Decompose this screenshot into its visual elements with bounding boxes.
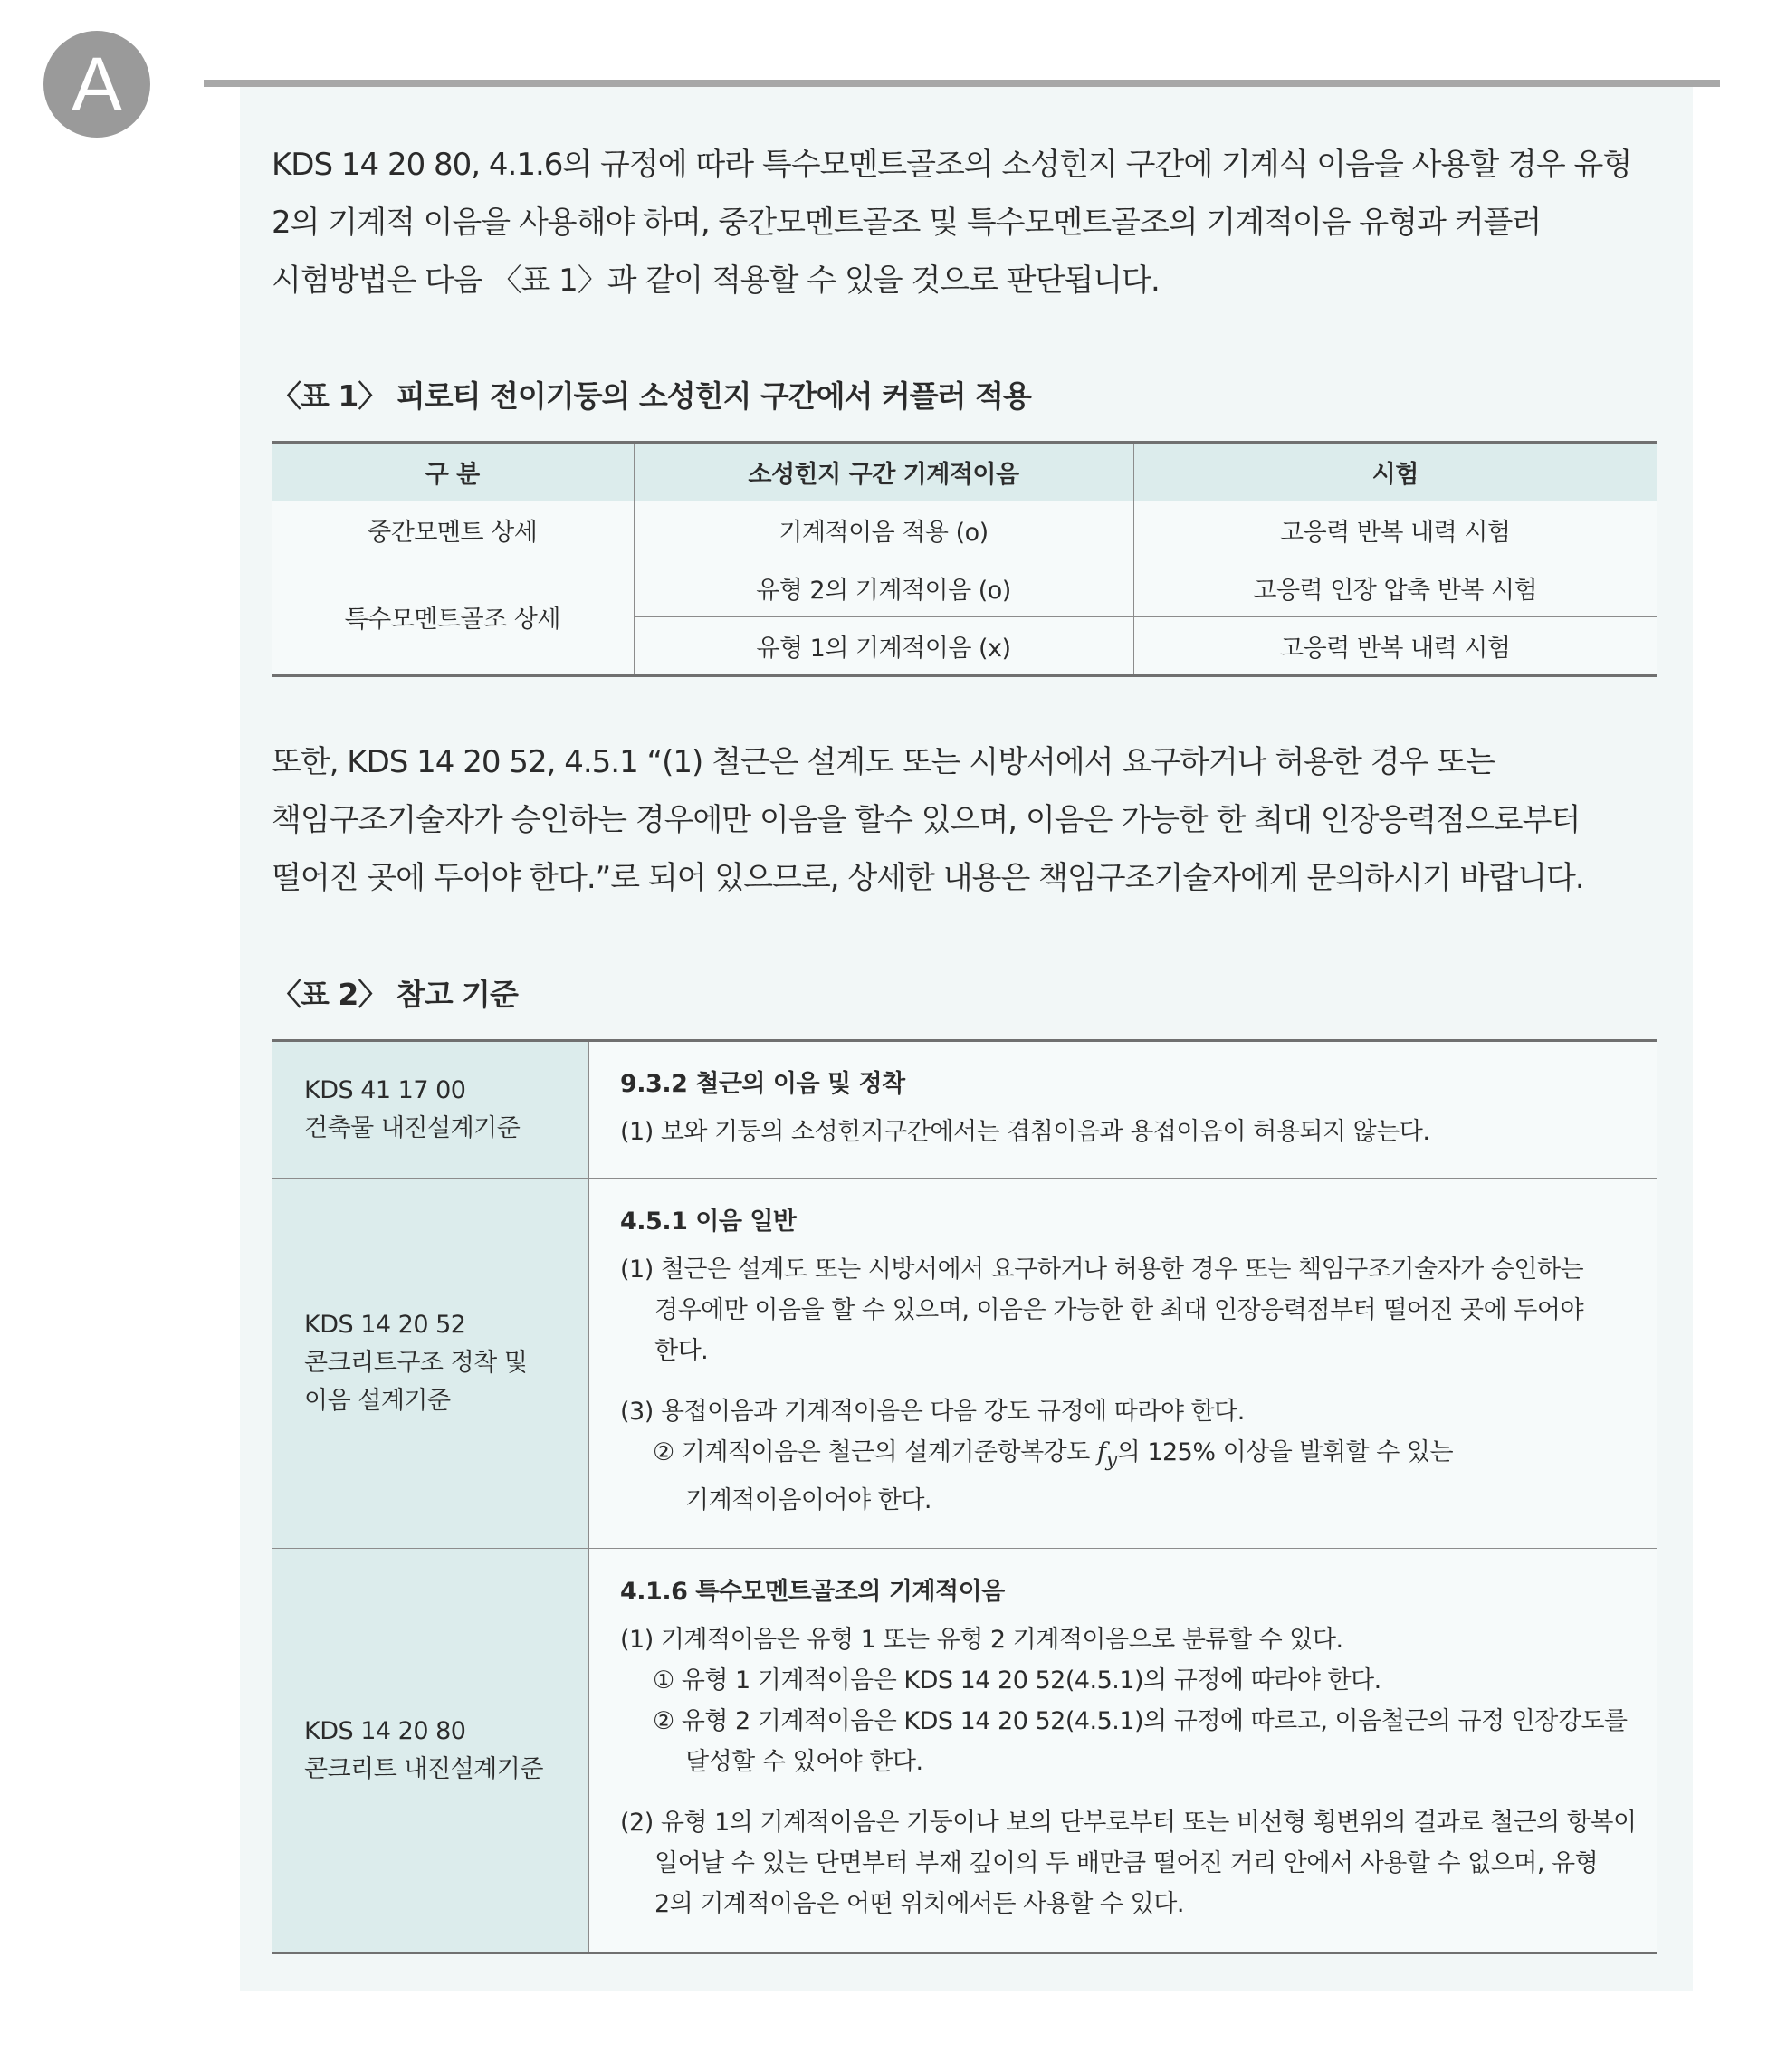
header-cell-test: 시험 bbox=[1133, 443, 1657, 501]
table-row bbox=[272, 559, 1657, 617]
table-row bbox=[272, 501, 1657, 559]
cell-type: 중간모멘트 상세 bbox=[272, 501, 634, 559]
standard-cell bbox=[272, 1549, 589, 1953]
standard-name-cont: 이음 설계기준 bbox=[304, 1387, 451, 1416]
clause-subitem bbox=[620, 1432, 1638, 1521]
table-row bbox=[272, 1549, 1657, 1953]
standard-name: 콘크리트 내진설계기준 bbox=[304, 1754, 543, 1783]
clause-item: (1) 보와 기둥의 소성힌지구간에서는 겹침이음과 용접이음이 허용되지 않는다. bbox=[620, 1117, 1430, 1146]
clause-cell bbox=[589, 1041, 1658, 1179]
table1-caption: 〈표 1〉 피로티 전이기둥의 소성힌지 구간에서 커플러 적용 bbox=[272, 378, 1031, 414]
clause-cell bbox=[589, 1179, 1658, 1549]
header-cell-category: 구 분 bbox=[272, 443, 634, 501]
cell-type: 특수모멘트골조 상세 bbox=[272, 559, 634, 676]
standard-name: 콘크리트구조 정착 및 bbox=[304, 1349, 528, 1378]
clause-cell bbox=[589, 1549, 1658, 1953]
clause-item: (1) 철근은 설계도 또는 시방서에서 요구하거나 허용한 경우 또는 책임구조기술자가 승인하는 경우에만 이음을 할 수 있으며, 이음은 가능한 한 최대 인장응력점부터 떨어진 곳에 두어야 한다. bbox=[620, 1256, 1584, 1365]
cell-test: 고응력 반복 내력 시험 bbox=[1133, 617, 1657, 676]
standard-code: KDS 14 20 52 bbox=[304, 1311, 466, 1340]
followup-paragraph: 또한, KDS 14 20 52, 4.5.1 “(1) 철근은 설계도 또는 시방서에서 요구하거나 허용한 경우 또는 책임구조기술자가 승인하는 경우에만 이음을 할수 있으며, 이음은 가능한 한 최대 인장응력점으로부터 떨어진 곳에 두어야 한다.”로 되어 있으므로, 상세한 내용은 책임구조기술자에게 문의하시기 바랍니다. bbox=[272, 744, 1584, 896]
clause-item: (1) 기계적이음은 유형 1 또는 유형 2 기계적이음으로 분류할 수 있다. bbox=[620, 1626, 1343, 1655]
standard-name: 건축물 내진설계기준 bbox=[304, 1114, 521, 1142]
subitem-text-a: ② 기계적이음은 철근의 설계기준항복강도 bbox=[653, 1438, 1097, 1466]
table-row bbox=[272, 1179, 1657, 1549]
clause-item: (2) 유형 1의 기계적이음은 기둥이나 보의 단부로부터 또는 비선형 횡변위의 결과로 철근의 항복이 일어날 수 있는 단면부터 부재 깊이의 두 배만큼 떨어진 거리 안에서 사용할 수 없으며, 유형 2의 기계적이음은 어떤 위치에서든 사용할 수 있다. bbox=[620, 1809, 1637, 1919]
table2-caption: 〈표 2〉 참고 기준 bbox=[272, 977, 518, 1012]
standard-cell bbox=[272, 1041, 589, 1179]
cell-test: 고응력 반복 내력 시험 bbox=[1133, 501, 1657, 559]
table-header-row bbox=[272, 443, 1657, 501]
section-badge: A bbox=[43, 31, 150, 138]
header-cell-coupling: 소성힌지 구간 기계적이음 bbox=[634, 443, 1133, 501]
clause-title: 4.1.6 특수모멘트골조의 기계적이음 bbox=[620, 1578, 1005, 1607]
cell-coupling: 유형 2의 기계적이음 (o) bbox=[634, 559, 1133, 617]
reference-standards-table bbox=[272, 1039, 1657, 1954]
standard-cell bbox=[272, 1179, 589, 1549]
clause-item: (3) 용접이음과 기계적이음은 다음 강도 규정에 따라야 한다. bbox=[620, 1398, 1245, 1426]
intro-paragraph: KDS 14 20 80, 4.1.6의 규정에 따라 특수모멘트골조의 소성힌지 구간에 기계식 이음을 사용할 경우 유형 2의 기계적 이음을 사용해야 하며, 중간모멘트골조 및 특수모멘트골조의 기계적이음 유형과 커플러 시험방법은 다음 〈표 1〉과 같이 적용할 수 있을 것으로 판단됩니다. bbox=[272, 147, 1632, 299]
subitem-text-b: 의 125% 이상을 발휘할 수 있는 기계적이음이어야 한다. bbox=[685, 1438, 1454, 1515]
cell-coupling: 기계적이음 적용 (o) bbox=[634, 501, 1133, 559]
coupler-application-table bbox=[272, 441, 1657, 677]
table-row bbox=[272, 1041, 1657, 1179]
fy-symbol: f bbox=[1096, 1438, 1106, 1466]
clause-subitem: ② 유형 2 기계적이음은 KDS 14 20 52(4.5.1)의 규정에 따르고, 이음철근의 규정 인장강도를 달성할 수 있어야 한다. bbox=[653, 1707, 1628, 1777]
fy-subscript: y bbox=[1105, 1447, 1117, 1472]
cell-test: 고응력 인장 압축 반복 시험 bbox=[1133, 559, 1657, 617]
clause-title: 4.5.1 이음 일반 bbox=[620, 1208, 797, 1236]
standard-code: KDS 41 17 00 bbox=[304, 1076, 466, 1104]
clause-subitem: ① 유형 1 기계적이음은 KDS 14 20 52(4.5.1)의 규정에 따라야 한다. bbox=[653, 1666, 1381, 1695]
standard-code: KDS 14 20 80 bbox=[304, 1716, 466, 1745]
cell-coupling: 유형 1의 기계적이음 (x) bbox=[634, 617, 1133, 676]
clause-title: 9.3.2 철근의 이음 및 정착 bbox=[620, 1069, 905, 1098]
header-rule bbox=[204, 80, 1720, 87]
